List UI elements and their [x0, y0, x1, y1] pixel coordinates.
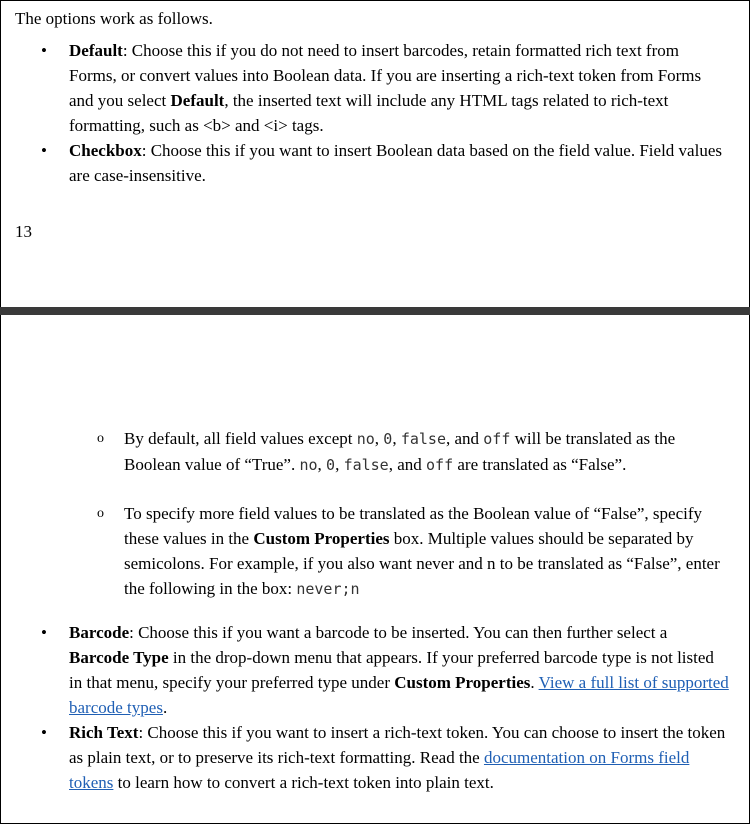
checkbox-default-translation: By default, all field values except no, 0, false, and off will be translated as the Boolean value of “True”. no, 0, false, and off are translated as “False”.	[124, 429, 676, 474]
sub-bullet-1: o	[97, 431, 104, 446]
option-rich-text-title: Rich Text	[69, 723, 139, 742]
bullet-checkbox: •	[41, 141, 47, 160]
document-page-1	[0, 0, 750, 307]
bullet-barcode: •	[41, 623, 47, 642]
checkbox-custom-false-values: To specify more field values to be translated as the Boolean value of “False”, specify these values in the Custom Properties box. Multiple values should be separated by semicolons. For example, if you also want never and n to be translated as “False”, enter the following in the box: never;n	[124, 504, 720, 598]
option-default: Default: Choose this if you do not need to insert barcodes, retain formatted rich text from Forms, or convert values into Boolean data. If you are inserting a rich-text token from Forms and you select Default, the inserted text will include any HTML tags related to rich-text formatting, such as <b> and <i> tags.	[69, 41, 702, 135]
option-barcode: Barcode: Choose this if you want a barcode to be inserted. You can then further select a Barcode Type in the drop-down menu that appears. If your preferred barcode type is not listed in that menu, specify your preferred type under Custom Properties. View a full list of supported barcode types.	[69, 623, 729, 717]
option-checkbox-title: Checkbox	[69, 141, 142, 160]
option-barcode-title: Barcode	[69, 623, 130, 642]
page-number: 13	[15, 222, 32, 241]
document-page-2	[0, 315, 750, 824]
bullet-rich-text: •	[41, 723, 47, 742]
option-checkbox: Checkbox: Choose this if you want to insert Boolean data based on the field value. Field values are case-insensitive.	[69, 141, 722, 185]
page-separator	[0, 307, 750, 315]
bullet-default: •	[41, 41, 47, 60]
forms-field-tokens-link[interactable]: documentation on Forms field tokens	[69, 748, 690, 792]
code-example: never;n	[296, 580, 360, 598]
intro-text: The options work as follows.	[15, 9, 213, 28]
barcode-types-link[interactable]: View a full list of supported barcode types	[69, 673, 729, 717]
option-default-title: Default	[69, 41, 123, 60]
option-rich-text: Rich Text: Choose this if you want to insert a rich-text token. You can choose to insert the token as plain text, or to preserve its rich-text formatting. Read the documentation on Forms field tokens to learn how to convert a rich-text token into plain text.	[69, 723, 726, 792]
sub-bullet-2: o	[97, 506, 104, 521]
